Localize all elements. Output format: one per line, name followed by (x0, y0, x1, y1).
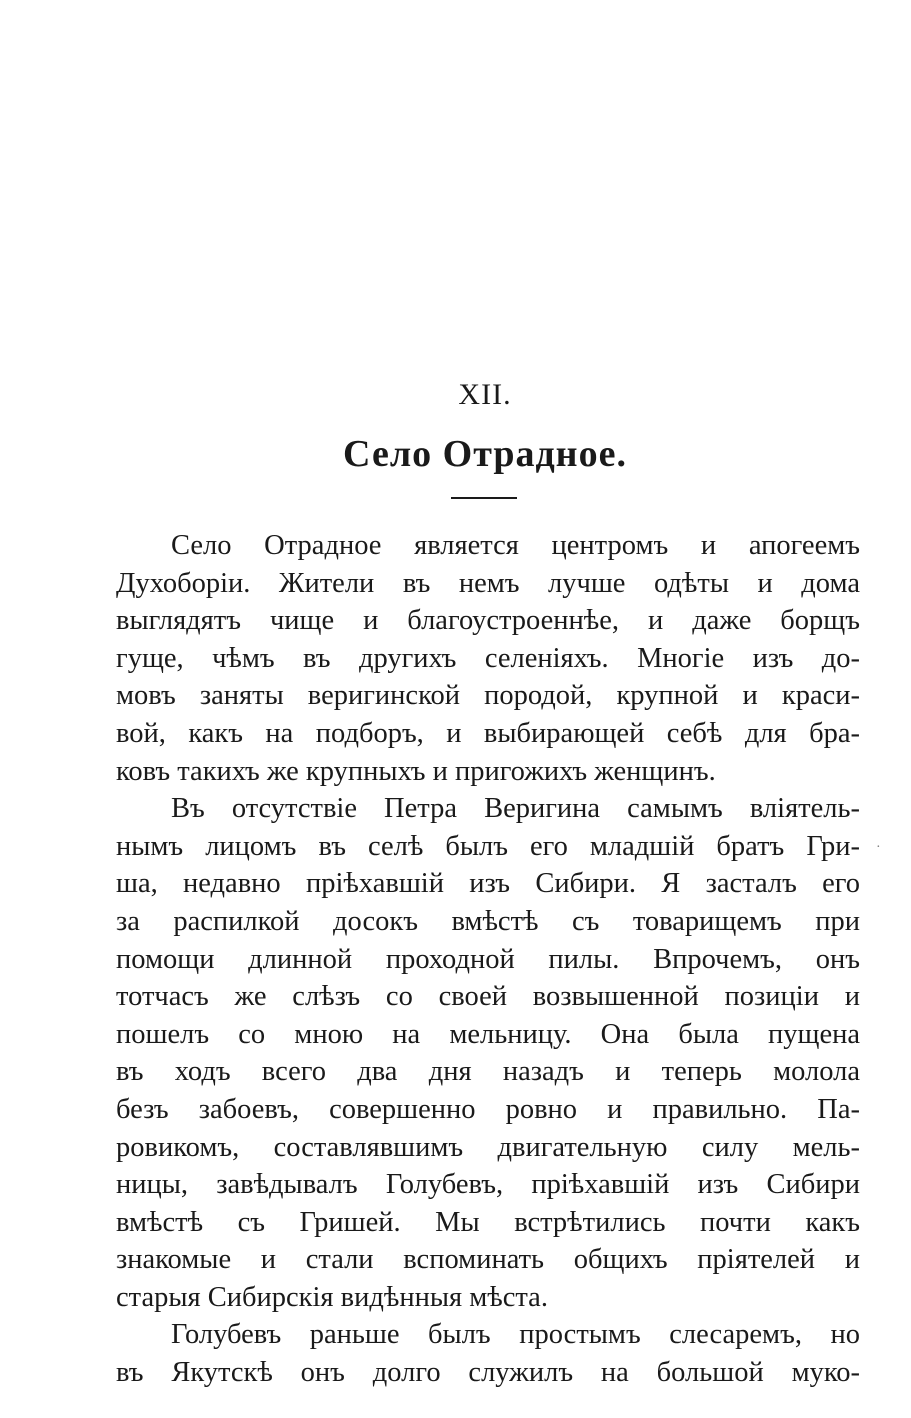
text-line: ровикомъ, составлявшимъ двигательную силу мель- (116, 1131, 860, 1163)
text-line: старыя Сибирскія видѣнныя мѣста. (116, 1281, 548, 1313)
body-text (116, 527, 860, 1392)
text-line: Въ отсутствіе Петра Веригина самымъ вліятель- (171, 793, 860, 825)
text-line: ша, недавно пріѣхавшій изъ Сибири. Я засталъ его (116, 868, 860, 900)
text-line: ницы, завѣдывалъ Голубевъ, пріѣхавшій изъ Сибири (116, 1169, 860, 1201)
text-line: Голубевъ раньше былъ простымъ слесаремъ, но (171, 1319, 860, 1351)
text-line: вмѣстѣ съ Гришей. Мы встрѣтились почти какъ (116, 1206, 860, 1238)
text-line: безъ забоевъ, совершенно ровно и правильно. Па- (116, 1093, 860, 1125)
text-line: вой, какъ на подборъ, и выбирающей себѣ для бра- (116, 717, 860, 749)
title-divider (451, 497, 517, 499)
text-line: Село Отрадное является центромъ и апогеемъ (171, 530, 860, 561)
chapter-number: XII. (458, 378, 512, 411)
text-line: тотчасъ же слѣзъ со своей возвышенной позиціи и (116, 981, 860, 1013)
text-line: ковъ такихъ же крупныхъ и пригожихъ женщинъ. (116, 755, 716, 787)
text-line: Духоборіи. Жители въ немъ лучше одѣты и дома (116, 567, 860, 599)
margin-speck: · (876, 840, 881, 855)
text-line: пошелъ со мною на мельницу. Она была пущена (116, 1018, 860, 1050)
text-line: въ ходъ всего два дня назадъ и теперь молола (116, 1056, 860, 1088)
text-line: знакомые и стали вспоминать общихъ пріятелей и (116, 1244, 860, 1276)
text-line: гуще, чѣмъ въ другихъ селеніяхъ. Многіе изъ до- (116, 642, 860, 674)
text-line: въ Якутскѣ онъ долго служилъ на большой муко- (116, 1357, 860, 1389)
text-line: помощи длинной проходной пилы. Впрочемъ, онъ (116, 943, 860, 975)
text-line: выглядятъ чище и благоустроеннѣе, и даже борщъ (116, 605, 860, 637)
text-line: за распилкой досокъ вмѣстѣ съ товарищемъ при (116, 905, 860, 937)
text-line: нымъ лицомъ въ селѣ былъ его младшій братъ Гри- (116, 830, 860, 862)
chapter-title: Село Отрадное. (343, 433, 627, 475)
text-line: мовъ заняты веригинской породой, крупной и краси- (116, 680, 860, 712)
